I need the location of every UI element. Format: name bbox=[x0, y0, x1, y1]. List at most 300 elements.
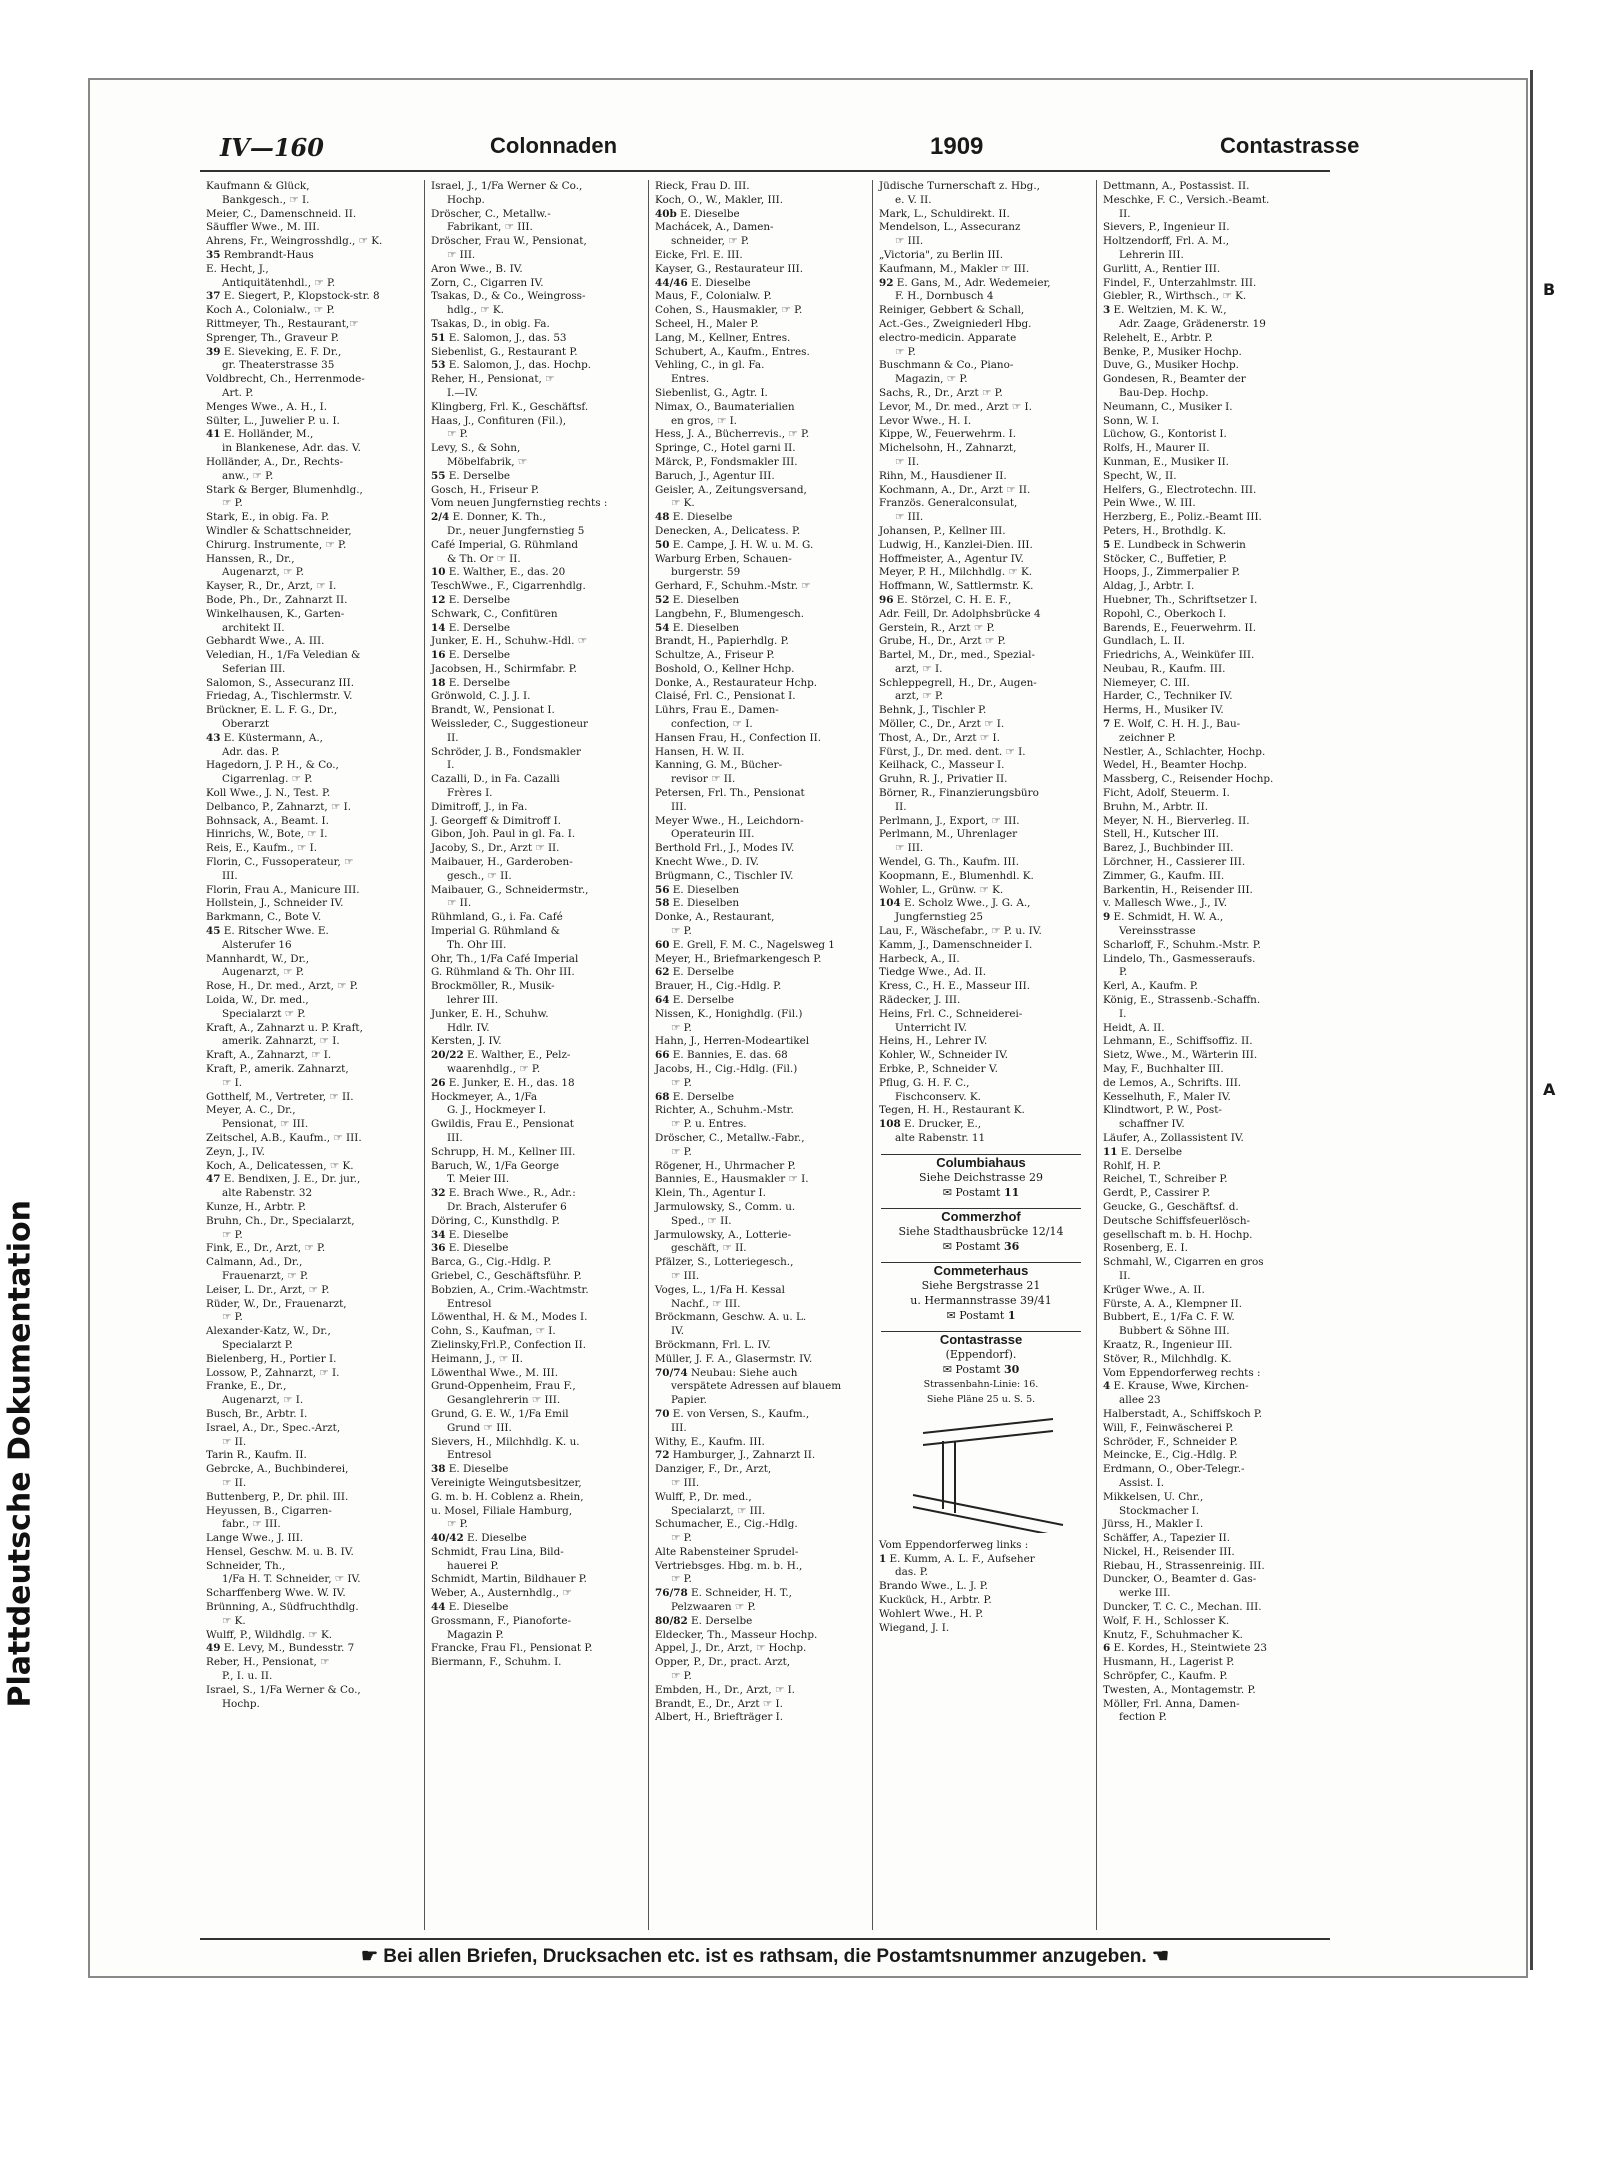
entry-text: E. Störzel, C. H. E. F., bbox=[896, 593, 1012, 606]
entry-text: Brandt, H., Papierhdlg. P. bbox=[655, 635, 789, 648]
entry-text: Hochp. bbox=[222, 1697, 260, 1710]
entry-text: Tsakas, D., & Co., Weingross- bbox=[431, 290, 586, 303]
entry-text: Kunze, H., Arbtr. P. bbox=[206, 1200, 307, 1213]
directory-entry bbox=[200, 1615, 416, 1629]
directory-entry bbox=[1097, 1187, 1313, 1201]
directory-entry bbox=[1097, 759, 1313, 773]
directory-entry bbox=[873, 1553, 1089, 1567]
directory-entry bbox=[425, 1229, 641, 1243]
house-number: 58 bbox=[655, 897, 670, 910]
postamt-line bbox=[881, 1239, 1081, 1254]
entry-text: Vertriebsges. Hbg. m. b. H., bbox=[655, 1559, 803, 1572]
entry-text: ☞ P. bbox=[447, 1518, 468, 1531]
directory-entry bbox=[200, 994, 416, 1008]
directory-entry bbox=[200, 884, 416, 898]
entry-text: „Victoria", zu Berlin III. bbox=[879, 248, 1004, 261]
entry-text: Gotthelf, M., Vertreter, ☞ II. bbox=[206, 1090, 354, 1103]
entry-text: Heins, Frl. C., Schneiderei- bbox=[879, 1007, 1023, 1020]
entry-text: Helfers, G., Electrotechn. III. bbox=[1103, 483, 1257, 496]
entry-text: Lehrerin III. bbox=[1119, 248, 1184, 261]
entry-text: E. Salomon, J., das. Hochp. bbox=[448, 359, 592, 372]
entry-text: Tiedge Wwe., Ad. II. bbox=[879, 966, 987, 979]
entry-text: Wulff, P., Dr. med., bbox=[655, 1490, 752, 1503]
postamt-number: 11 bbox=[1003, 1185, 1020, 1199]
directory-entry bbox=[873, 746, 1089, 760]
entry-text: Junker, E. H., Schuhw.-Hdl. ☞ bbox=[431, 635, 588, 648]
entry-text: Gondesen, R., Beamter der bbox=[1103, 373, 1246, 386]
entry-text: Hdlr. IV. bbox=[447, 1021, 490, 1034]
entry-text: Weber, A., Austernhdlg., ☞ bbox=[431, 1587, 572, 1600]
entry-text: Vereinigte Weingutsbesitzer, bbox=[431, 1476, 582, 1489]
entry-text: E. Dieselbe bbox=[467, 1532, 527, 1545]
building-note: Strassenbahn-Linie: 16. bbox=[923, 1378, 1039, 1390]
entry-text: P. bbox=[1119, 966, 1128, 979]
entry-text: Bannies, E., Hausmakler ☞ I. bbox=[655, 1173, 809, 1186]
footer-text: Bei allen Briefen, Drucksachen etc. ist es rathsam, die Postamtsnummer anzugeben. bbox=[383, 1946, 1147, 1967]
directory-entry bbox=[1097, 277, 1313, 291]
house-number: 108 bbox=[879, 1118, 901, 1131]
directory-entry bbox=[1097, 1104, 1313, 1118]
entry-text: Grund, G. E. W., 1/Fa Emil bbox=[431, 1407, 569, 1420]
entry-text: de Lemos, A., Schrifts. III. bbox=[1103, 1076, 1242, 1089]
directory-entry bbox=[425, 1518, 641, 1532]
entry-text: Brandt, E., Dr., Arzt ☞ I. bbox=[655, 1697, 783, 1710]
entry-text: Benke, P., Musiker Hochp. bbox=[1103, 345, 1242, 358]
directory-entry bbox=[1097, 580, 1313, 594]
entry-text: hauerei P. bbox=[447, 1559, 499, 1572]
house-number: 70 bbox=[655, 1407, 670, 1420]
directory-entry bbox=[649, 1711, 865, 1725]
entry-text: Hinrichs, W., Bote, ☞ I. bbox=[206, 828, 328, 841]
entry-text: Erdmann, O., Ober-Telegr.- bbox=[1103, 1463, 1245, 1476]
directory-entry bbox=[649, 1505, 865, 1519]
directory-entry bbox=[649, 1118, 865, 1132]
directory-entry bbox=[425, 925, 641, 939]
entry-text: Mannhardt, W., Dr., bbox=[206, 952, 310, 965]
entry-text: arzt, ☞ P. bbox=[895, 690, 944, 703]
directory-entry bbox=[649, 1270, 865, 1284]
entry-text: Alsterufer 16 bbox=[222, 938, 292, 951]
directory-entry bbox=[1097, 1711, 1313, 1725]
directory-entry bbox=[873, 911, 1089, 925]
entry-text: Harbeck, A., II. bbox=[879, 952, 960, 965]
pointing-hand-icon: ☚ bbox=[1151, 1946, 1170, 1967]
directory-entry bbox=[1097, 1146, 1313, 1160]
directory-entry bbox=[425, 1146, 641, 1160]
directory-entry bbox=[200, 1684, 416, 1698]
directory-entry bbox=[873, 415, 1089, 429]
directory-entry bbox=[200, 415, 416, 429]
header-year: 1909 bbox=[930, 133, 984, 160]
entry-text: Grube, H., Dr., Arzt ☞ P. bbox=[879, 635, 1006, 648]
directory-entry bbox=[425, 208, 641, 222]
entry-text: Papier. bbox=[671, 1394, 707, 1407]
directory-entry bbox=[649, 842, 865, 856]
entry-text: Aron Wwe., B. IV. bbox=[431, 262, 523, 275]
directory-entry bbox=[649, 787, 865, 801]
entry-text: Voges, L., 1/Fa H. Kessal bbox=[655, 1283, 785, 1296]
entry-text: E. von Versen, S., Kaufm., bbox=[672, 1407, 810, 1420]
directory-entry bbox=[1097, 539, 1313, 553]
house-number: 76/78 bbox=[655, 1587, 688, 1600]
entry-text: Fink, E., Dr., Arzt, ☞ P. bbox=[206, 1242, 326, 1255]
entry-text: Scheel, H., Maler P. bbox=[655, 317, 759, 330]
directory-entry bbox=[1097, 1173, 1313, 1187]
directory-entry bbox=[200, 525, 416, 539]
entry-text: Kaufmann & Glück, bbox=[206, 180, 310, 192]
entry-text: Veledian, H., 1/Fa Veledian & bbox=[206, 649, 361, 662]
entry-text: Stöcker, C., Buffetier, P. bbox=[1103, 552, 1227, 565]
directory-entry bbox=[425, 801, 641, 815]
directory-entry bbox=[649, 966, 865, 980]
directory-entry bbox=[873, 1022, 1089, 1036]
entry-text: Donke, A., Restaurateur Hchp. bbox=[655, 676, 818, 689]
entry-text: Magazin, ☞ P. bbox=[895, 373, 968, 386]
entry-text: E. Siegert, P., Klopstock-str. 8 bbox=[223, 290, 380, 303]
entry-text: Koch A., Colonialw., ☞ P. bbox=[206, 304, 335, 317]
entry-text: Bubbert, E., 1/Fa C. F. W. bbox=[1103, 1311, 1235, 1324]
entry-text: fabr., ☞ III. bbox=[222, 1518, 281, 1531]
entry-text: Schwark, C., Confitüren bbox=[431, 607, 558, 620]
entry-text: Rieck, Frau D. III. bbox=[655, 180, 750, 192]
entry-text: Reber, H., Pensionat, ☞ bbox=[206, 1656, 330, 1669]
entry-text: Voldbrecht, Ch., Herrenmode- bbox=[206, 373, 365, 386]
entry-text: Husmann, H., Lagerist P. bbox=[1103, 1656, 1235, 1669]
directory-entry bbox=[1097, 1491, 1313, 1505]
directory-entry bbox=[425, 994, 641, 1008]
directory-entry bbox=[649, 1008, 865, 1022]
entry-text: IV. bbox=[671, 1325, 685, 1338]
house-number: 62 bbox=[655, 966, 670, 979]
directory-entry bbox=[200, 1063, 416, 1077]
entry-text: Grund-Oppenheim, Frau F., bbox=[431, 1380, 576, 1393]
entry-text: Gwildis, Frau E., Pensionat bbox=[431, 1118, 574, 1131]
entry-text: Maibauer, H., Garderoben- bbox=[431, 856, 573, 869]
entry-text: Langbehn, F., Blumengesch. bbox=[655, 607, 805, 620]
directory-entry bbox=[873, 1608, 1089, 1622]
entry-text: E. Dieselbe bbox=[448, 1228, 509, 1241]
entry-text: & Th. Or ☞ II. bbox=[447, 552, 521, 565]
entry-text: Haas, J., Confituren (Fil.), bbox=[431, 414, 567, 427]
entry-text: Lehmann, E., Schiffsoffiz. II. bbox=[1103, 1035, 1253, 1048]
entry-text: E. Gans, M., Adr. Wedemeier, bbox=[896, 276, 1051, 289]
house-number: 68 bbox=[655, 1090, 670, 1103]
entry-text: Barkentin, H., Reisender III. bbox=[1103, 883, 1253, 896]
entry-text: E. Salomon, J., das. 53 bbox=[448, 331, 567, 344]
directory-entry bbox=[1097, 1560, 1313, 1574]
directory-entry bbox=[425, 1008, 641, 1022]
entry-text: Stell, H., Kutscher III. bbox=[1103, 828, 1219, 841]
directory-entry bbox=[649, 746, 865, 760]
house-number: 47 bbox=[206, 1173, 221, 1186]
directory-entry bbox=[1097, 1132, 1313, 1146]
directory-entry bbox=[425, 511, 641, 525]
entry-text: Kraft, A., Zahnarzt u. P. Kraft, bbox=[206, 1021, 363, 1034]
entry-text: Meyer, A. C., Dr., bbox=[206, 1104, 296, 1117]
building-box bbox=[881, 1262, 1081, 1323]
entry-text: Bau-Dep. Hochp. bbox=[1119, 386, 1209, 399]
directory-entry bbox=[649, 953, 865, 967]
directory-entry bbox=[649, 1187, 865, 1201]
entry-text: verspätete Adressen auf blauem bbox=[671, 1380, 842, 1393]
entry-text: Nickel, H., Reisender III. bbox=[1103, 1545, 1235, 1558]
entry-text: Siebenlist, G., Restaurant P. bbox=[431, 345, 578, 358]
directory-entry bbox=[1097, 677, 1313, 691]
entry-text: Kippe, W., Feuerwehrm. I. bbox=[879, 428, 1017, 441]
directory-entry bbox=[200, 1449, 416, 1463]
directory-entry bbox=[1097, 1670, 1313, 1684]
directory-entry bbox=[873, 318, 1089, 332]
entry-text: Gerstein, R., Arzt ☞ P. bbox=[879, 621, 995, 634]
directory-entry bbox=[1097, 1505, 1313, 1519]
entry-text: Duncker, T. C. C., Mechan. III. bbox=[1103, 1601, 1262, 1614]
directory-entry bbox=[649, 1408, 865, 1422]
entry-text: Wulff, P., Wildhdlg. ☞ K. bbox=[206, 1628, 333, 1641]
directory-entry bbox=[425, 1049, 641, 1063]
entry-text: Stöver, R., Milchhdlg. K. bbox=[1103, 1352, 1232, 1365]
directory-entry bbox=[200, 1160, 416, 1174]
entry-text: Schumacher, E., Cig.-Hdlg. bbox=[655, 1518, 798, 1531]
house-number: 40/42 bbox=[431, 1532, 464, 1545]
entry-text: Zielinsky,Frl.P., Confection II. bbox=[431, 1338, 587, 1351]
entry-text: Calmann, Ad., Dr., bbox=[206, 1256, 303, 1269]
directory-entry bbox=[1097, 994, 1313, 1008]
directory-entry bbox=[1097, 939, 1313, 953]
entry-text: Rögener, H., Uhrmacher P. bbox=[655, 1159, 796, 1172]
entry-text: Ficht, Adolf, Steuerm. I. bbox=[1103, 787, 1230, 800]
directory-entry bbox=[200, 1298, 416, 1312]
directory-entry bbox=[1097, 925, 1313, 939]
directory-entry bbox=[425, 966, 641, 980]
directory-entry bbox=[200, 580, 416, 594]
directory-entry bbox=[1097, 1601, 1313, 1615]
directory-entry bbox=[873, 346, 1089, 360]
entry-text: Schmidt, Frau Lina, Bild- bbox=[431, 1545, 564, 1558]
entry-text: Sietz, Wwe., M., Wärterin III. bbox=[1103, 1049, 1258, 1062]
house-number: 18 bbox=[431, 676, 446, 689]
directory-entry bbox=[1097, 497, 1313, 511]
entry-text: Hollstein, J., Schneider IV. bbox=[206, 897, 344, 910]
entry-text: Jarmulowsky, S., Comm. u. bbox=[655, 1200, 796, 1213]
directory-entry bbox=[200, 1546, 416, 1560]
directory-entry bbox=[649, 290, 865, 304]
directory-entry bbox=[200, 1505, 416, 1519]
directory-entry bbox=[649, 1532, 865, 1546]
directory-entry bbox=[425, 911, 641, 925]
directory-entry bbox=[649, 1449, 865, 1463]
entry-text: Windler & Schattschneider, bbox=[206, 524, 352, 537]
directory-entry bbox=[1097, 1270, 1313, 1284]
entry-text: Meyer, N. H., Bierverleg. II. bbox=[1103, 814, 1250, 827]
directory-entry bbox=[200, 387, 416, 401]
entry-text: Cohen, S., Hausmakler, ☞ P. bbox=[655, 304, 803, 317]
entry-text: Boshold, O., Kellner Hchp. bbox=[655, 662, 795, 675]
entry-text: Brockmöller, R., Musik- bbox=[431, 980, 555, 993]
entry-text: Baruch, J., Agentur III. bbox=[655, 469, 775, 482]
entry-text: Kohler, W., Schneider IV. bbox=[879, 1049, 1009, 1062]
directory-entry bbox=[873, 732, 1089, 746]
entry-text: ☞ P. bbox=[671, 1145, 692, 1158]
entry-text: Pensionat, ☞ III. bbox=[222, 1118, 309, 1131]
directory-entry bbox=[425, 718, 641, 732]
postamt-number: 30 bbox=[1003, 1362, 1020, 1376]
entry-text: Börner, R., Finanzierungsbüro bbox=[879, 787, 1039, 800]
directory-entry bbox=[200, 332, 416, 346]
directory-entry bbox=[425, 387, 641, 401]
directory-entry bbox=[425, 1201, 641, 1215]
directory-entry bbox=[873, 1118, 1089, 1132]
directory-entry bbox=[1097, 1022, 1313, 1036]
entry-text: e. V. II. bbox=[895, 193, 932, 206]
entry-text: Springe, C., Hotel garni II. bbox=[655, 442, 796, 455]
entry-text: Menges Wwe., A. H., I. bbox=[206, 400, 328, 413]
directory-entry bbox=[200, 1270, 416, 1284]
house-number: 35 bbox=[206, 248, 221, 261]
entry-text: I. bbox=[1119, 1007, 1127, 1020]
entry-text: Kersten, J. IV. bbox=[431, 1035, 502, 1048]
entry-text: confection, ☞ I. bbox=[671, 718, 753, 731]
entry-text: Französ. Generalconsulat, bbox=[879, 497, 1018, 510]
entry-text: Wohler, L., Grünw. ☞ K. bbox=[879, 883, 1004, 896]
entry-text: E. Sieveking, E. F. Dr., bbox=[223, 345, 342, 358]
directory-entry bbox=[1097, 1215, 1313, 1229]
entry-text: F. H., Dornbusch 4 bbox=[895, 290, 994, 303]
entry-text: Bohnsack, A., Beamt. I. bbox=[206, 814, 329, 827]
directory-entry bbox=[200, 966, 416, 980]
entry-text: Café Imperial, G. Rühmland bbox=[431, 538, 579, 551]
directory-entry bbox=[425, 346, 641, 360]
directory-entry bbox=[1097, 594, 1313, 608]
directory-entry bbox=[873, 1566, 1089, 1580]
entry-text: Entresol bbox=[447, 1449, 492, 1462]
entry-text: Florin, Frau A., Manicure III. bbox=[206, 883, 360, 896]
directory-entry bbox=[649, 1684, 865, 1698]
entry-text: Geisler, A., Zeitungsversand, bbox=[655, 483, 807, 496]
directory-entry bbox=[200, 442, 416, 456]
entry-text: Gruhn, R. J., Privatier II. bbox=[879, 773, 1008, 786]
entry-text: Friedag, A., Tischlermstr. V. bbox=[206, 690, 353, 703]
directory-entry bbox=[873, 525, 1089, 539]
directory-entry bbox=[649, 221, 865, 235]
entry-text: E. Dieselben bbox=[672, 897, 740, 910]
directory-entry bbox=[425, 1532, 641, 1546]
entry-text: E. Derselbe bbox=[691, 1614, 753, 1627]
entry-text: Läufer, A., Zollassistent IV. bbox=[1103, 1131, 1244, 1144]
directory-entry bbox=[649, 428, 865, 442]
directory-entry bbox=[200, 1408, 416, 1422]
entry-text: Schröpfer, C., Kaufm. P. bbox=[1103, 1670, 1228, 1683]
house-number: 16 bbox=[431, 649, 446, 662]
entry-text: Sprenger, Th., Graveur P. bbox=[206, 331, 339, 344]
directory-entry bbox=[873, 1132, 1089, 1146]
directory-entry bbox=[200, 456, 416, 470]
directory-entry bbox=[200, 497, 416, 511]
entry-text: Art. P. bbox=[222, 386, 254, 399]
directory-entry bbox=[1097, 856, 1313, 870]
entry-text: Zimmer, G., Kaufm. III. bbox=[1103, 869, 1225, 882]
directory-entry bbox=[873, 194, 1089, 208]
entry-text: Schröder, J. B., Fondsmakler bbox=[431, 745, 581, 758]
directory-entry bbox=[200, 1118, 416, 1132]
entry-text: Neubau, R., Kaufm. III. bbox=[1103, 662, 1226, 675]
directory-entry bbox=[649, 884, 865, 898]
directory-entry bbox=[873, 332, 1089, 346]
entry-text: Duncker, O., Beamter d. Gas- bbox=[1103, 1573, 1257, 1586]
entry-text: I. bbox=[447, 759, 455, 772]
directory-entry bbox=[873, 221, 1089, 235]
directory-entry bbox=[649, 1132, 865, 1146]
directory-entry bbox=[200, 870, 416, 884]
directory-entry bbox=[873, 277, 1089, 291]
directory-entry bbox=[1097, 663, 1313, 677]
directory-entry bbox=[200, 1463, 416, 1477]
directory-entry bbox=[649, 1698, 865, 1712]
directory-entry bbox=[200, 277, 416, 291]
directory-entry bbox=[200, 704, 416, 718]
directory-entry bbox=[1097, 1063, 1313, 1077]
directory-entry bbox=[200, 1394, 416, 1408]
entry-text: E. Dieselben bbox=[672, 621, 740, 634]
entry-text: Stark, E., in obig. Fa. P. bbox=[206, 511, 330, 524]
directory-entry bbox=[649, 704, 865, 718]
directory-entry bbox=[1097, 1353, 1313, 1367]
entry-text: Grossmann, F., Pianoforte- bbox=[431, 1614, 572, 1627]
entry-text: Sachs, R., Dr., Arzt ☞ P. bbox=[879, 386, 1003, 399]
directory-entry bbox=[649, 470, 865, 484]
directory-entry bbox=[425, 787, 641, 801]
entry-text: Chirurg. Instrumente, ☞ P. bbox=[206, 538, 347, 551]
entry-text: E. Walther, E., das. 20 bbox=[448, 566, 566, 579]
directory-entry bbox=[873, 1077, 1089, 1091]
entry-text: Zorn, C., Cigarren IV. bbox=[431, 276, 544, 289]
entry-text: I.—IV. bbox=[447, 386, 478, 399]
house-number: 92 bbox=[879, 276, 894, 289]
directory-entry bbox=[873, 1622, 1089, 1636]
entry-text: Erbke, P., Schneider V. bbox=[879, 1063, 998, 1075]
entry-text: Stark & Berger, Blumenhdlg., bbox=[206, 483, 363, 496]
entry-text: E. Ritscher Wwe. E. bbox=[223, 925, 329, 938]
directory-entry bbox=[649, 539, 865, 553]
entry-text: Perlmann, M., Uhrenlager bbox=[879, 828, 1018, 841]
directory-entry bbox=[1097, 525, 1313, 539]
entry-text: Cigarrenlag. ☞ P. bbox=[222, 773, 313, 786]
entry-text: Wohlert Wwe., H. P. bbox=[879, 1607, 984, 1620]
entry-text: ☞ II. bbox=[447, 897, 472, 910]
entry-text: Behnk, J., Tischler P. bbox=[879, 704, 987, 717]
directory-entry bbox=[200, 787, 416, 801]
entry-text: Schubert, A., Kaufm., Entres. bbox=[655, 345, 810, 358]
entry-text: Heidt, A. II. bbox=[1103, 1021, 1165, 1034]
entry-text: Lossow, P., Zahnarzt, ☞ I. bbox=[206, 1366, 340, 1379]
directory-entry bbox=[873, 663, 1089, 677]
directory-entry bbox=[1097, 1077, 1313, 1091]
entry-text: Warburg Erben, Schauen- bbox=[655, 552, 792, 565]
entry-text: E. Dieselben bbox=[672, 593, 740, 606]
entry-text: Seferian III. bbox=[222, 662, 286, 675]
directory-entry bbox=[1097, 801, 1313, 815]
entry-text: Assist. I. bbox=[1119, 1476, 1165, 1489]
entry-text: Entres. bbox=[671, 373, 710, 386]
entry-text: Stockmacher I. bbox=[1119, 1504, 1200, 1517]
directory-entry bbox=[1097, 1394, 1313, 1408]
entry-text: Neumann, C., Musiker I. bbox=[1103, 400, 1233, 413]
directory-entry bbox=[200, 718, 416, 732]
entry-text: E. Derselbe bbox=[448, 621, 511, 634]
directory-entry bbox=[425, 1022, 641, 1036]
directory-entry bbox=[873, 994, 1089, 1008]
entry-text: Peters, H., Brothdlg. K. bbox=[1103, 524, 1226, 537]
house-number: 7 bbox=[1103, 718, 1111, 731]
